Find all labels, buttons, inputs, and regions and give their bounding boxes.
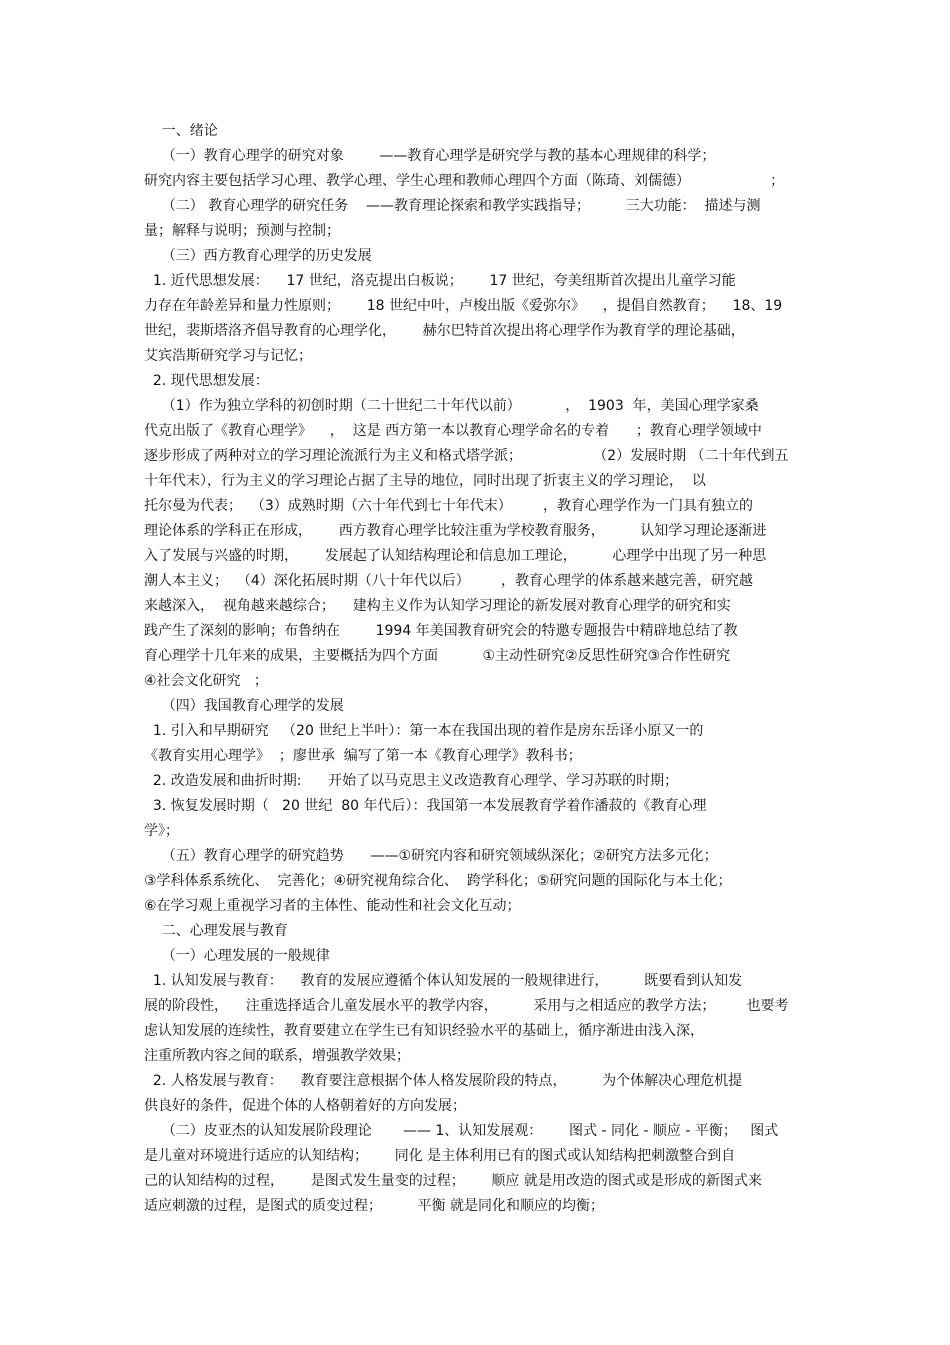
text-line: 学》；: [144, 823, 179, 839]
text-line: 二、心理发展与教育: [144, 923, 288, 939]
text-line: 十年代末），行为主义的学习理论占据了主导的地位，同时出现了折衷主义的学习理论， 以: [144, 473, 706, 489]
text-line: 来越深入， 视角越来越综合； 建构主义作为认知学习理论的新发展对教育心理学的研究和实: [144, 598, 731, 614]
text-line: （1）作为独立学科的初创时期（二十世纪二十年代以前） ， 1903 年，美国心理学家桑: [144, 398, 759, 414]
text-line: 力存在年龄差异和量力性原则； 18 世纪中叶，卢梭出版《爱弥尔》 ，提倡自然教育； 18、19: [144, 298, 783, 314]
text-line: （一）教育心理学的研究对象 ——教育心理学是研究学与教的基本心理规律的科学；: [144, 148, 716, 164]
text-line: 虑认知发展的连续性，教育要建立在学生已有知识经验水平的基础上，循序渐进由浅入深，: [144, 1023, 704, 1039]
text-line: 2. 人格发展与教育： 教育要注意根据个体人格发展阶段的特点， 为个体解决心理危机提: [144, 1073, 743, 1089]
text-line: ④社会文化研究 ；: [144, 673, 268, 689]
text-line: ⑥在学习观上重视学习者的主体性、能动性和社会文化互动；: [144, 898, 521, 914]
text-line: （五）教育心理学的研究趋势 ——①研究内容和研究领域纵深化；②研究方法多元化；: [144, 848, 718, 864]
text-line: ③学科体系系统化、 完善化；④研究视角综合化、 跨学科化；⑤研究问题的国际化与本土化；: [144, 873, 732, 889]
text-line: 入了发展与兴盛的时期， 发展起了认知结构理论和信息加工理论， 心理学中出现了另一种思: [144, 548, 767, 564]
text-line: （二） 教育心理学的研究任务 ——教育理论探索和教学实践指导； 三大功能： 描述与测: [144, 198, 761, 214]
text-line: 量；解释与说明；预测与控制；: [144, 223, 340, 239]
text-line: 供良好的条件，促进个体的人格朝着好的方向发展；: [144, 1098, 466, 1114]
text-line: 托尔曼为代表； （3）成熟时期（六十年代到七十年代末） ，教育心理学作为一门具有独立的: [144, 498, 753, 514]
text-line: 是儿童对环境进行适应的认知结构； 同化 是主体利用已有的图式或认知结构把刺激整合到自: [144, 1148, 736, 1164]
text-line: 己的认知结构的过程， 是图式发生量变的过程； 顺应 就是用改造的图式或是形成的新图式来: [144, 1173, 762, 1189]
text-line: 践产生了深刻的影响；布鲁纳在 1994 年美国教育研究会的特邀专题报告中精辟地总结了教: [144, 623, 738, 639]
text-line: 逐步形成了两种对立的学习理论流派行为主义和格式塔学派； （2）发展时期 （二十年代到五: [144, 448, 789, 464]
text-line: 潮人本主义； （4）深化拓展时期（八十年代以后） ，教育心理学的体系越来越完善，研究越: [144, 573, 753, 589]
text-line: 3. 恢复发展时期（ 20 世纪 80 年代后）：我国第一本发展教育学着作潘菽的《教育心理: [144, 798, 707, 814]
text-line: 世纪，裴斯塔洛齐倡导教育的心理学化， 赫尔巴特首次提出将心理学作为教育学的理论基础，: [144, 323, 745, 339]
text-line: （二）皮亚杰的认知发展阶段理论 —— 1、认知发展观： 图式 - 同化 - 顺应 - 平衡； 图式: [144, 1123, 779, 1139]
text-line: （四）我国教育心理学的发展: [144, 698, 344, 714]
text-line: 1. 引入和早期研究 （20 世纪上半叶）：第一本在我国出现的着作是房东岳译小原又一的: [144, 723, 704, 739]
text-line: 1. 认知发展与教育： 教育的发展应遵循个体认知发展的一般规律进行， 既要看到认知发: [144, 973, 743, 989]
text-line: 展的阶段性， 注重选择适合儿童发展水平的教学内容， 采用与之相适应的教学方法； 也要考: [144, 998, 789, 1014]
text-line: 艾宾浩斯研究学习与记忆；: [144, 348, 312, 364]
text-line: 2. 改造发展和曲折时期: 开始了以马克思主义改造教育心理学、学习苏联的时期；: [144, 773, 679, 789]
text-line: 《教育实用心理学》 ；廖世承 编写了第一本《教育心理学》教科书；: [144, 748, 582, 764]
text-line: 育心理学十几年来的成果，主要概括为四个方面 ①主动性研究②反思性研究③合作性研究: [144, 648, 731, 664]
text-line: 1. 近代思想发展： 17 世纪，洛克提出白板说； 17 世纪，夸美纽斯首次提出儿童学习能: [144, 273, 736, 289]
text-line: 2. 现代思想发展：: [144, 373, 269, 389]
text-line: （三）西方教育心理学的历史发展: [144, 248, 372, 264]
text-line: 理论体系的学科正在形成， 西方教育心理学比较注重为学校教育服务， 认知学习理论逐渐进: [144, 523, 767, 539]
text-line: 适应刺激的过程，是图式的质变过程； 平衡 就是同化和顺应的均衡；: [144, 1198, 605, 1214]
text-line: 注重所教内容之间的联系，增强教学效果；: [144, 1048, 410, 1064]
text-line: （一）心理发展的一般规律: [144, 948, 330, 964]
text-line: 代克出版了《教育心理学》 ， 这是 西方第一本以教育心理学命名的专着 ；教育心理学领域中: [144, 423, 762, 439]
text-line: 一、绪论: [144, 123, 218, 139]
text-line: 研究内容主要包括学习心理、教学心理、学生心理和教师心理四个方面（陈琦、刘儒德） ；: [144, 173, 785, 189]
